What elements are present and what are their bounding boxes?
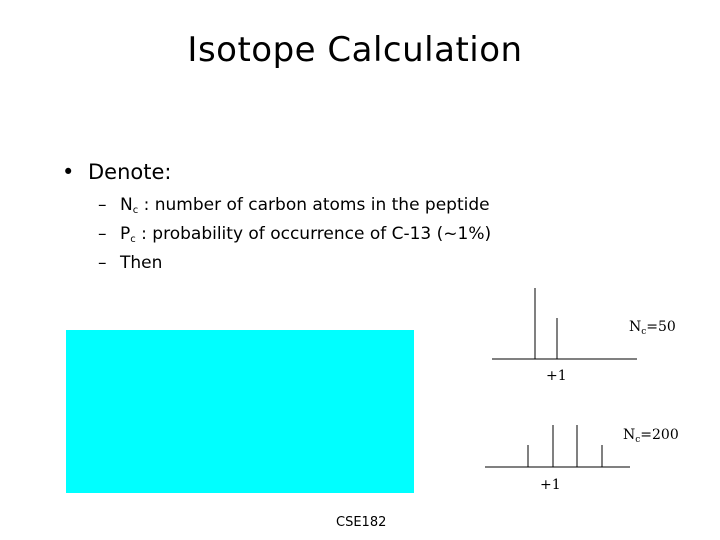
bullet-text: Denote: (88, 160, 172, 184)
sub-item-text: Then (120, 253, 163, 273)
footer-course-label: CSE182 (336, 515, 387, 530)
plot2-label (623, 427, 679, 445)
sub-item-prefix: P (120, 224, 131, 244)
plot1-label-value: =50 (646, 319, 676, 335)
dash-marker: – (98, 195, 107, 215)
plot2-xlabel: +1 (540, 477, 561, 493)
dash-marker: – (98, 253, 107, 273)
sub-item-text: : probability of occurrence of C-13 (~1%) (135, 224, 492, 244)
plot2-label-value: =200 (640, 427, 679, 443)
slide-title: Isotope Calculation (187, 30, 523, 70)
sub-item-prefix: N (120, 195, 133, 215)
bullet-marker: • (62, 160, 75, 184)
sub-item-text: : number of carbon atoms in the peptide (138, 195, 490, 215)
plot2-label-prefix: N (623, 427, 636, 443)
plot1-label-sub: c (641, 327, 647, 337)
sub-item-subscript: c (132, 205, 139, 216)
plot1-xlabel: +1 (546, 368, 567, 384)
dash-marker: – (98, 224, 107, 244)
sub-item-subscript: c (130, 234, 136, 245)
plot2-label-sub: c (635, 435, 641, 445)
plot1-label (629, 319, 676, 337)
plot1-label-prefix: N (629, 319, 642, 335)
